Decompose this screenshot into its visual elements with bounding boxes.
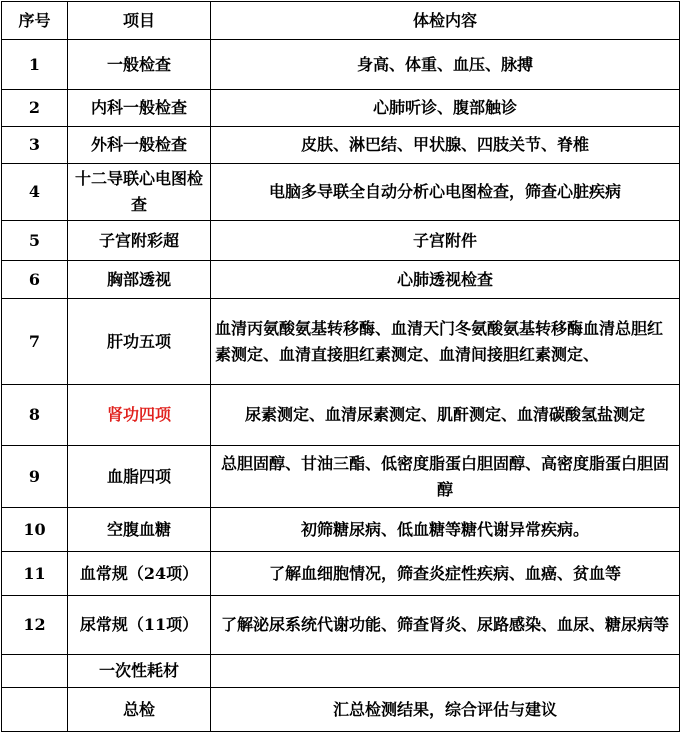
row-no: 11 [2,552,68,596]
table-row [2,261,680,299]
row-content: 身高、体重、血压、脉搏 [211,40,680,90]
row-item: 总检 [68,688,211,732]
row-no: 5 [2,221,68,261]
table-row [2,596,680,655]
row-item: 血常规（24项） [68,552,211,596]
table-row [2,655,680,688]
row-content: 了解泌尿系统代谢功能、筛查肾炎、尿路感染、血尿、糖尿病等 [211,596,680,655]
row-item: 子宫附彩超 [68,221,211,261]
row-item: 一般检查 [68,40,211,90]
row-content: 电脑多导联全自动分析心电图检查，筛查心脏疾病 [211,164,680,221]
row-item: 一次性耗材 [68,655,211,688]
row-item: 内科一般检查 [68,90,211,127]
row-no: 3 [2,127,68,164]
table-row [2,446,680,508]
table-row [2,127,680,164]
table-row [2,164,680,221]
row-item: 空腹血糖 [68,508,211,552]
row-content: 总胆固醇、甘油三酯、低密度脂蛋白胆固醇、高密度脂蛋白胆固醇 [211,446,680,508]
table-row [2,552,680,596]
row-content: 血清丙氨酸氨基转移酶、血清天门冬氨酸氨基转移酶血清总胆红素测定、血清直接胆红素测定、血清间接胆红素测定、 [211,299,680,385]
table-row [2,508,680,552]
row-item: 肝功五项 [68,299,211,385]
row-content: 尿素测定、血清尿素测定、肌酐测定、血清碳酸氢盐测定 [211,385,680,446]
exam-items-table [1,1,680,732]
row-no: 8 [2,385,68,446]
row-item: 肾功四项 [68,385,211,446]
row-content: 了解血细胞情况，筛查炎症性疾病、血癌、贫血等 [211,552,680,596]
table-row [2,299,680,385]
row-item: 胸部透视 [68,261,211,299]
row-no: 9 [2,446,68,508]
row-item: 血脂四项 [68,446,211,508]
row-no [2,655,68,688]
row-item: 尿常规（11项） [68,596,211,655]
row-content: 皮肤、淋巴结、甲状腺、四肢关节、脊椎 [211,127,680,164]
header-item: 项目 [68,2,211,40]
row-content: 心肺透视检查 [211,261,680,299]
row-no: 1 [2,40,68,90]
row-item: 十二导联心电图检查 [68,164,211,221]
row-no: 10 [2,508,68,552]
table-row [2,688,680,732]
table-row [2,90,680,127]
table-row [2,385,680,446]
row-content: 初筛糖尿病、低血糖等糖代谢异常疾病。 [211,508,680,552]
header-no: 序号 [2,2,68,40]
row-item: 外科一般检查 [68,127,211,164]
row-content: 汇总检测结果，综合评估与建议 [211,688,680,732]
row-no: 7 [2,299,68,385]
header-content: 体检内容 [211,2,680,40]
table-row [2,40,680,90]
row-no: 4 [2,164,68,221]
table-row [2,221,680,261]
row-no: 2 [2,90,68,127]
table-header-row [2,2,680,40]
row-content: 心肺听诊、腹部触诊 [211,90,680,127]
row-no [2,688,68,732]
row-content: 子宫附件 [211,221,680,261]
row-no: 6 [2,261,68,299]
row-no: 12 [2,596,68,655]
row-content [211,655,680,688]
